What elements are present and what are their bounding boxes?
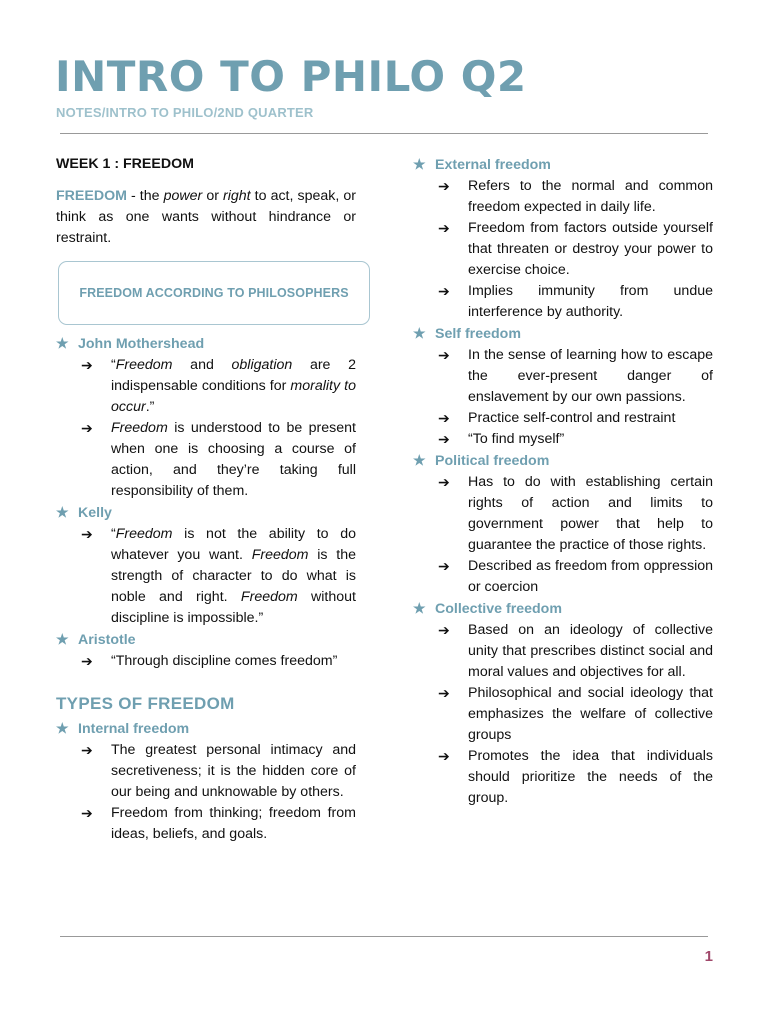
philosopher-name: Aristotle	[78, 632, 136, 648]
star-icon: ★	[56, 335, 69, 351]
philosopher-points	[56, 651, 356, 672]
list-item: ➔ Freedom is understood to be present when one is choosing a course of action, and they’re taking full responsibility of them.	[81, 420, 356, 499]
philosopher-heading	[56, 502, 356, 524]
right-arrow-icon: ➔	[438, 558, 450, 574]
freedom-type-heading	[413, 450, 713, 472]
freedom-type-points	[413, 472, 713, 598]
definition-text: or	[202, 188, 223, 204]
freedom-type-name: Political freedom	[435, 453, 550, 469]
star-icon: ★	[413, 156, 426, 172]
list-item: ➔ “To find myself”	[468, 429, 713, 450]
star-icon: ★	[413, 452, 426, 468]
freedom-type-name: Collective freedom	[435, 601, 562, 617]
definition-text: - the	[126, 188, 164, 204]
list-item: ➔ “Through discipline comes freedom”	[111, 651, 356, 672]
types-heading: TYPES OF FREEDOM	[56, 694, 235, 713]
right-arrow-icon: ➔	[81, 420, 93, 436]
freedom-type-heading	[413, 598, 713, 620]
top-divider	[60, 133, 708, 134]
list-item: ➔ Philosophical and social ideology that emphasizes the welfare of collective groups	[438, 685, 713, 743]
star-icon: ★	[413, 325, 426, 341]
star-icon: ★	[413, 600, 426, 616]
definition-italic: right	[223, 188, 251, 204]
philosopher-points	[56, 355, 356, 502]
page-title: INTRO TO PHILO Q2	[55, 52, 527, 101]
freedom-type-heading	[56, 718, 356, 740]
freedom-type-name: Internal freedom	[78, 721, 190, 737]
freedom-definition	[56, 186, 356, 249]
right-arrow-icon: ➔	[438, 474, 450, 490]
freedom-type-name: External freedom	[435, 157, 551, 173]
bottom-divider	[60, 936, 708, 937]
list-item: ➔ Practice self-control and restraint	[468, 408, 713, 429]
freedom-type-points	[56, 740, 356, 845]
definition-italic: power	[163, 188, 203, 204]
right-arrow-icon: ➔	[438, 410, 450, 426]
list-item: ➔ Implies immunity from undue interference by authority.	[438, 283, 713, 320]
freedom-type-name: Self freedom	[435, 326, 521, 342]
right-arrow-icon: ➔	[438, 685, 450, 701]
philosopher-name: Kelly	[78, 505, 112, 521]
left-column	[56, 154, 356, 845]
list-item: ➔ Refers to the normal and common freedom expected in daily life.	[438, 178, 713, 215]
philosopher-heading	[56, 333, 356, 355]
list-item: ➔ Has to do with establishing certain rights of action and limits to government power that help to guarantee the practice of those rights.	[438, 474, 713, 553]
list-item: ➔ Described as freedom from oppression or coercion	[438, 558, 713, 595]
definition-term: FREEDOM	[56, 188, 127, 204]
right-arrow-icon: ➔	[438, 748, 450, 764]
right-arrow-icon: ➔	[81, 653, 93, 669]
freedom-type-heading	[413, 154, 713, 176]
page-number: 1	[704, 948, 713, 965]
freedom-type-points	[413, 176, 713, 323]
list-item: ➔ Freedom from factors outside yourself that threaten or destroy your power to exercise choice.	[438, 220, 713, 278]
right-arrow-icon: ➔	[438, 622, 450, 638]
week-heading: WEEK 1 : FREEDOM	[56, 156, 194, 172]
list-item: ➔ “Freedom and obligation are 2 indispensable conditions for morality to occur.”	[81, 357, 357, 415]
definition-text: to act, speak, or think as one wants without hindrance or restraint.	[56, 188, 356, 246]
right-arrow-icon: ➔	[438, 431, 450, 447]
star-icon: ★	[56, 631, 69, 647]
right-arrow-icon: ➔	[438, 178, 450, 194]
right-column	[413, 154, 713, 809]
right-arrow-icon: ➔	[438, 283, 450, 299]
list-item: ➔ “Freedom is not the ability to do whatever you want. Freedom is the strength of character to do what is noble and right. Freedom without discipline is impossible.”	[81, 526, 356, 626]
philosophers-callout-box: FREEDOM ACCORDING TO PHILOSOPHERS	[58, 261, 370, 325]
right-arrow-icon: ➔	[81, 357, 93, 373]
freedom-type-heading	[413, 323, 713, 345]
breadcrumb: NOTES/INTRO TO PHILO/2ND QUARTER	[56, 105, 314, 120]
list-item: ➔ Freedom from thinking; freedom from ideas, beliefs, and goals.	[81, 805, 356, 842]
star-icon: ★	[56, 504, 69, 520]
philosopher-points	[56, 524, 356, 629]
star-icon: ★	[56, 720, 69, 736]
list-item: ➔ The greatest personal intimacy and secretiveness; it is the hidden core of our being and unknowable by others.	[81, 742, 356, 800]
freedom-type-points	[413, 345, 713, 450]
right-arrow-icon: ➔	[438, 220, 450, 236]
right-arrow-icon: ➔	[438, 347, 450, 363]
list-item: ➔ Promotes the idea that individuals should prioritize the needs of the group.	[438, 748, 713, 806]
right-arrow-icon: ➔	[81, 742, 93, 758]
philosopher-name: John Mothershead	[78, 336, 205, 352]
list-item: ➔ In the sense of learning how to escape the ever-present danger of enslavement by our own passions.	[438, 347, 713, 405]
right-arrow-icon: ➔	[81, 805, 93, 821]
right-arrow-icon: ➔	[81, 526, 93, 542]
freedom-type-points	[413, 620, 713, 809]
philosopher-heading	[56, 629, 356, 651]
list-item: ➔ Based on an ideology of collective unity that prescribes distinct social and moral values and objectives for all.	[438, 622, 713, 680]
